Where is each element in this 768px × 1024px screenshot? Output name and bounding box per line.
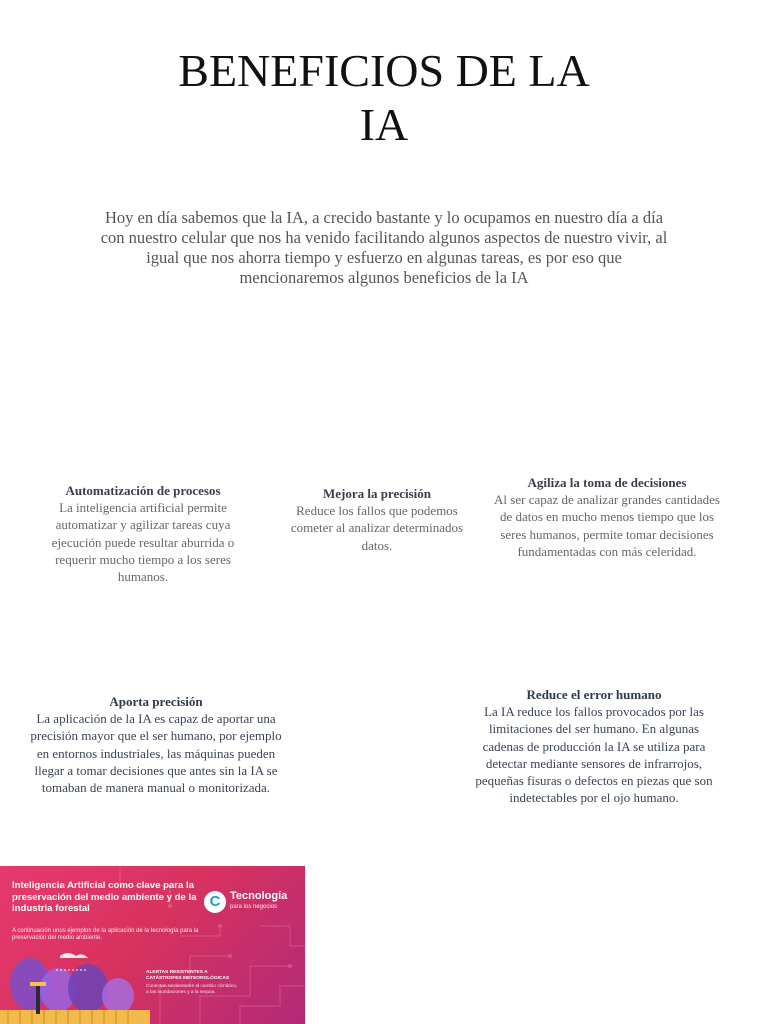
banner-note — [146, 970, 238, 996]
intro-paragraph: Hoy en día sabemos que la IA, a crecido bastante y lo ocupamos en nuestro día a día con nuestro celular que nos ha venido facilitando algunos aspectos de nuestro vivir, al igual que nos ahorra tiempo y esfuerzo en algunas tareas, es por eso que mencionaremos algunos beneficios de la IA — [100, 208, 668, 287]
infographic-banner — [0, 866, 305, 1024]
benefit-body: La aplicación de la IA es capaz de aportar una precisión mayor que el ser humano, por ejemplo en entornos industriales, las máquinas pueden llegar a tomar decisiones que antes sin la IA se tomaban de manera manual o monitorizada. — [30, 711, 282, 796]
brand-tagline: para los negocios — [230, 904, 278, 910]
benefit-adds-precision — [28, 693, 284, 796]
benefit-decision-making — [488, 474, 726, 560]
benefit-title: Automatización de procesos — [65, 483, 221, 498]
benefit-title: Agiliza la toma de decisiones — [527, 475, 687, 490]
forest-sensor-illustration — [0, 944, 150, 1024]
benefit-body: Al ser capaz de analizar grandes cantidades de datos en mucho menos tiempo que los seres humanos, permite tomar decisiones fundamentadas con más celeridad. — [494, 492, 720, 559]
brand-name: Tecnología — [230, 890, 288, 902]
benefit-automation — [30, 482, 256, 585]
banner-subtitle: A continuación unos ejemplos de la aplicación de la tecnología para la preservación del medio ambiente. — [12, 928, 199, 942]
benefit-body: La IA reduce los fallos provocados por las limitaciones del ser humano. En algunas cadenas de producción la IA se utiliza para detectar mediante sensores de infrarrojos, pequeñas fisuras o defectos en piezas que son indetectables por el ojo humano. — [475, 704, 713, 806]
banner-note-title: ALERTAS RESISTENTES A CATÁSTROFES METEOROLÓGICAS — [146, 970, 230, 981]
banner-headline: Inteligencia Artificial como clave para la preservación del medio ambiente y de la industria forestal — [12, 880, 197, 915]
page-title-line-2: IA — [359, 99, 409, 150]
benefit-human-error — [474, 686, 714, 806]
brand-logo-icon: C — [204, 891, 226, 913]
benefit-title: Aporta precisión — [109, 694, 203, 709]
brand-logo-group — [204, 890, 302, 914]
benefit-title: Reduce el error humano — [526, 687, 662, 702]
page-title-line-1: BENEFICIOS DE LA — [178, 45, 590, 96]
benefit-body: La inteligencia artificial permite automatizar y agilizar tareas cuya ejecución puede resultar aburrida o requerir mucho tiempo a los seres humanos. — [51, 500, 235, 585]
benefit-precision-improvement — [278, 485, 476, 554]
banner-note-body: Conectan recolectores al cambio climático, a las inundaciones y a la sequía. — [146, 984, 238, 995]
page-title — [0, 44, 768, 152]
benefit-body: Reduce los fallos que podemos cometer al analizar determinados datos. — [290, 503, 464, 553]
benefit-title: Mejora la precisión — [322, 486, 432, 501]
